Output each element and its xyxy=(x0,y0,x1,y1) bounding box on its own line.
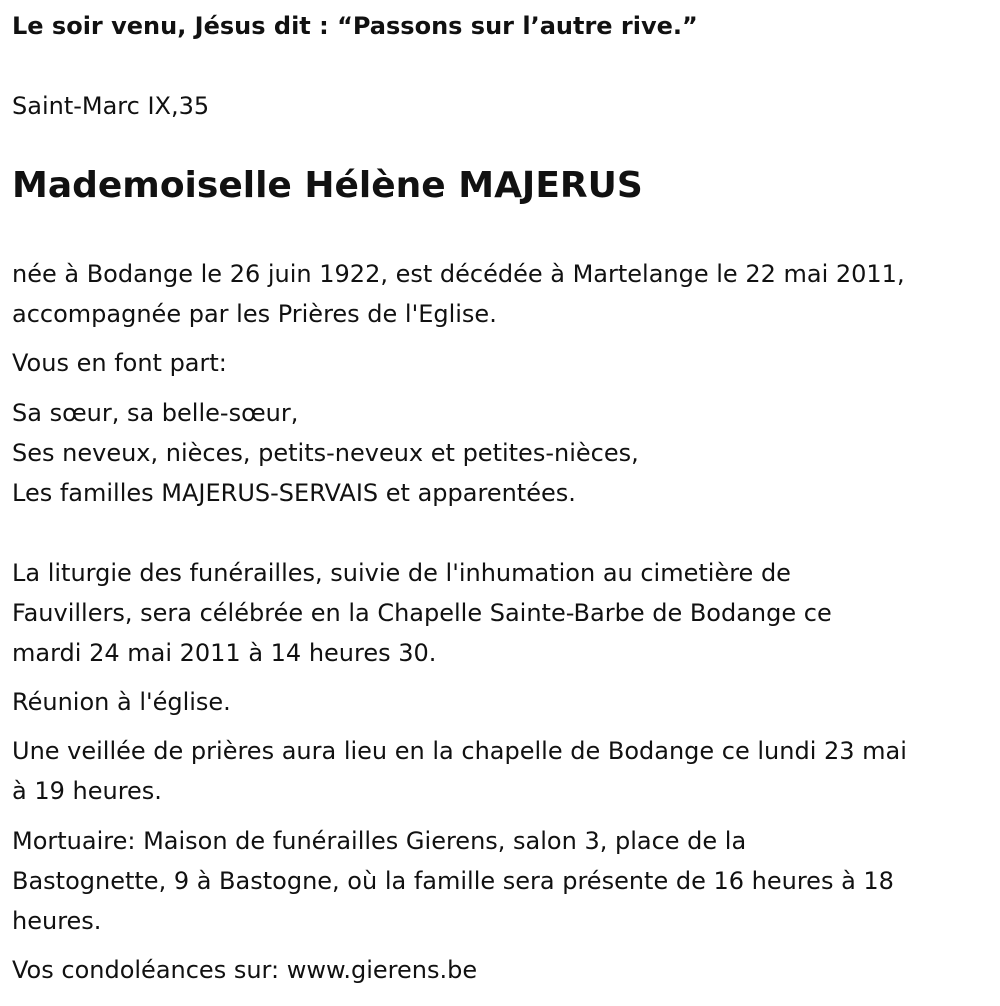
text-line: Fauvillers, sera célébrée en la Chapelle Sainte-Barbe de Bodange ce xyxy=(12,599,832,627)
text-line: Sa sœur, sa belle-sœur, xyxy=(12,399,299,427)
text-line: Vos condoléances sur: www.gierens.be xyxy=(12,956,478,984)
text-line: Vous en font part: xyxy=(12,349,227,377)
vigil-paragraph xyxy=(12,731,992,811)
scripture-quote: Le soir venu, Jésus dit : “Passons sur l’autre rive.” xyxy=(12,12,698,40)
family-paragraph xyxy=(12,393,992,513)
mortuary-paragraph xyxy=(12,821,992,941)
meeting-line xyxy=(12,682,992,722)
text-line: à 19 heures. xyxy=(12,777,162,805)
text-line: Mortuaire: Maison de funérailles Gierens, salon 3, place de la xyxy=(12,827,747,855)
text-line: Ses neveux, nièces, petits-neveux et petites-nièces, xyxy=(12,439,639,467)
liturgy-paragraph xyxy=(12,553,992,673)
condolences-line xyxy=(12,950,992,990)
text-line: heures. xyxy=(12,907,102,935)
text-line: accompagnée par les Prières de l'Eglise. xyxy=(12,300,497,328)
text-line: née à Bodange le 26 juin 1922, est décédée à Martelange le 22 mai 2011, xyxy=(12,260,905,288)
text-line: La liturgie des funérailles, suivie de l'inhumation au cimetière de xyxy=(12,559,791,587)
text-line: Réunion à l'église. xyxy=(12,688,231,716)
announcement-line xyxy=(12,343,992,383)
text-line: Les familles MAJERUS-SERVAIS et apparentées. xyxy=(12,479,576,507)
text-line: mardi 24 mai 2011 à 14 heures 30. xyxy=(12,639,437,667)
text-line: Une veillée de prières aura lieu en la chapelle de Bodange ce lundi 23 mai xyxy=(12,737,907,765)
text-line: Bastognette, 9 à Bastogne, où la famille sera présente de 16 heures à 18 xyxy=(12,867,894,895)
deceased-name: Mademoiselle Hélène MAJERUS xyxy=(12,165,643,206)
birth-death-paragraph xyxy=(12,254,992,334)
scripture-reference: Saint-Marc IX,35 xyxy=(12,92,210,120)
